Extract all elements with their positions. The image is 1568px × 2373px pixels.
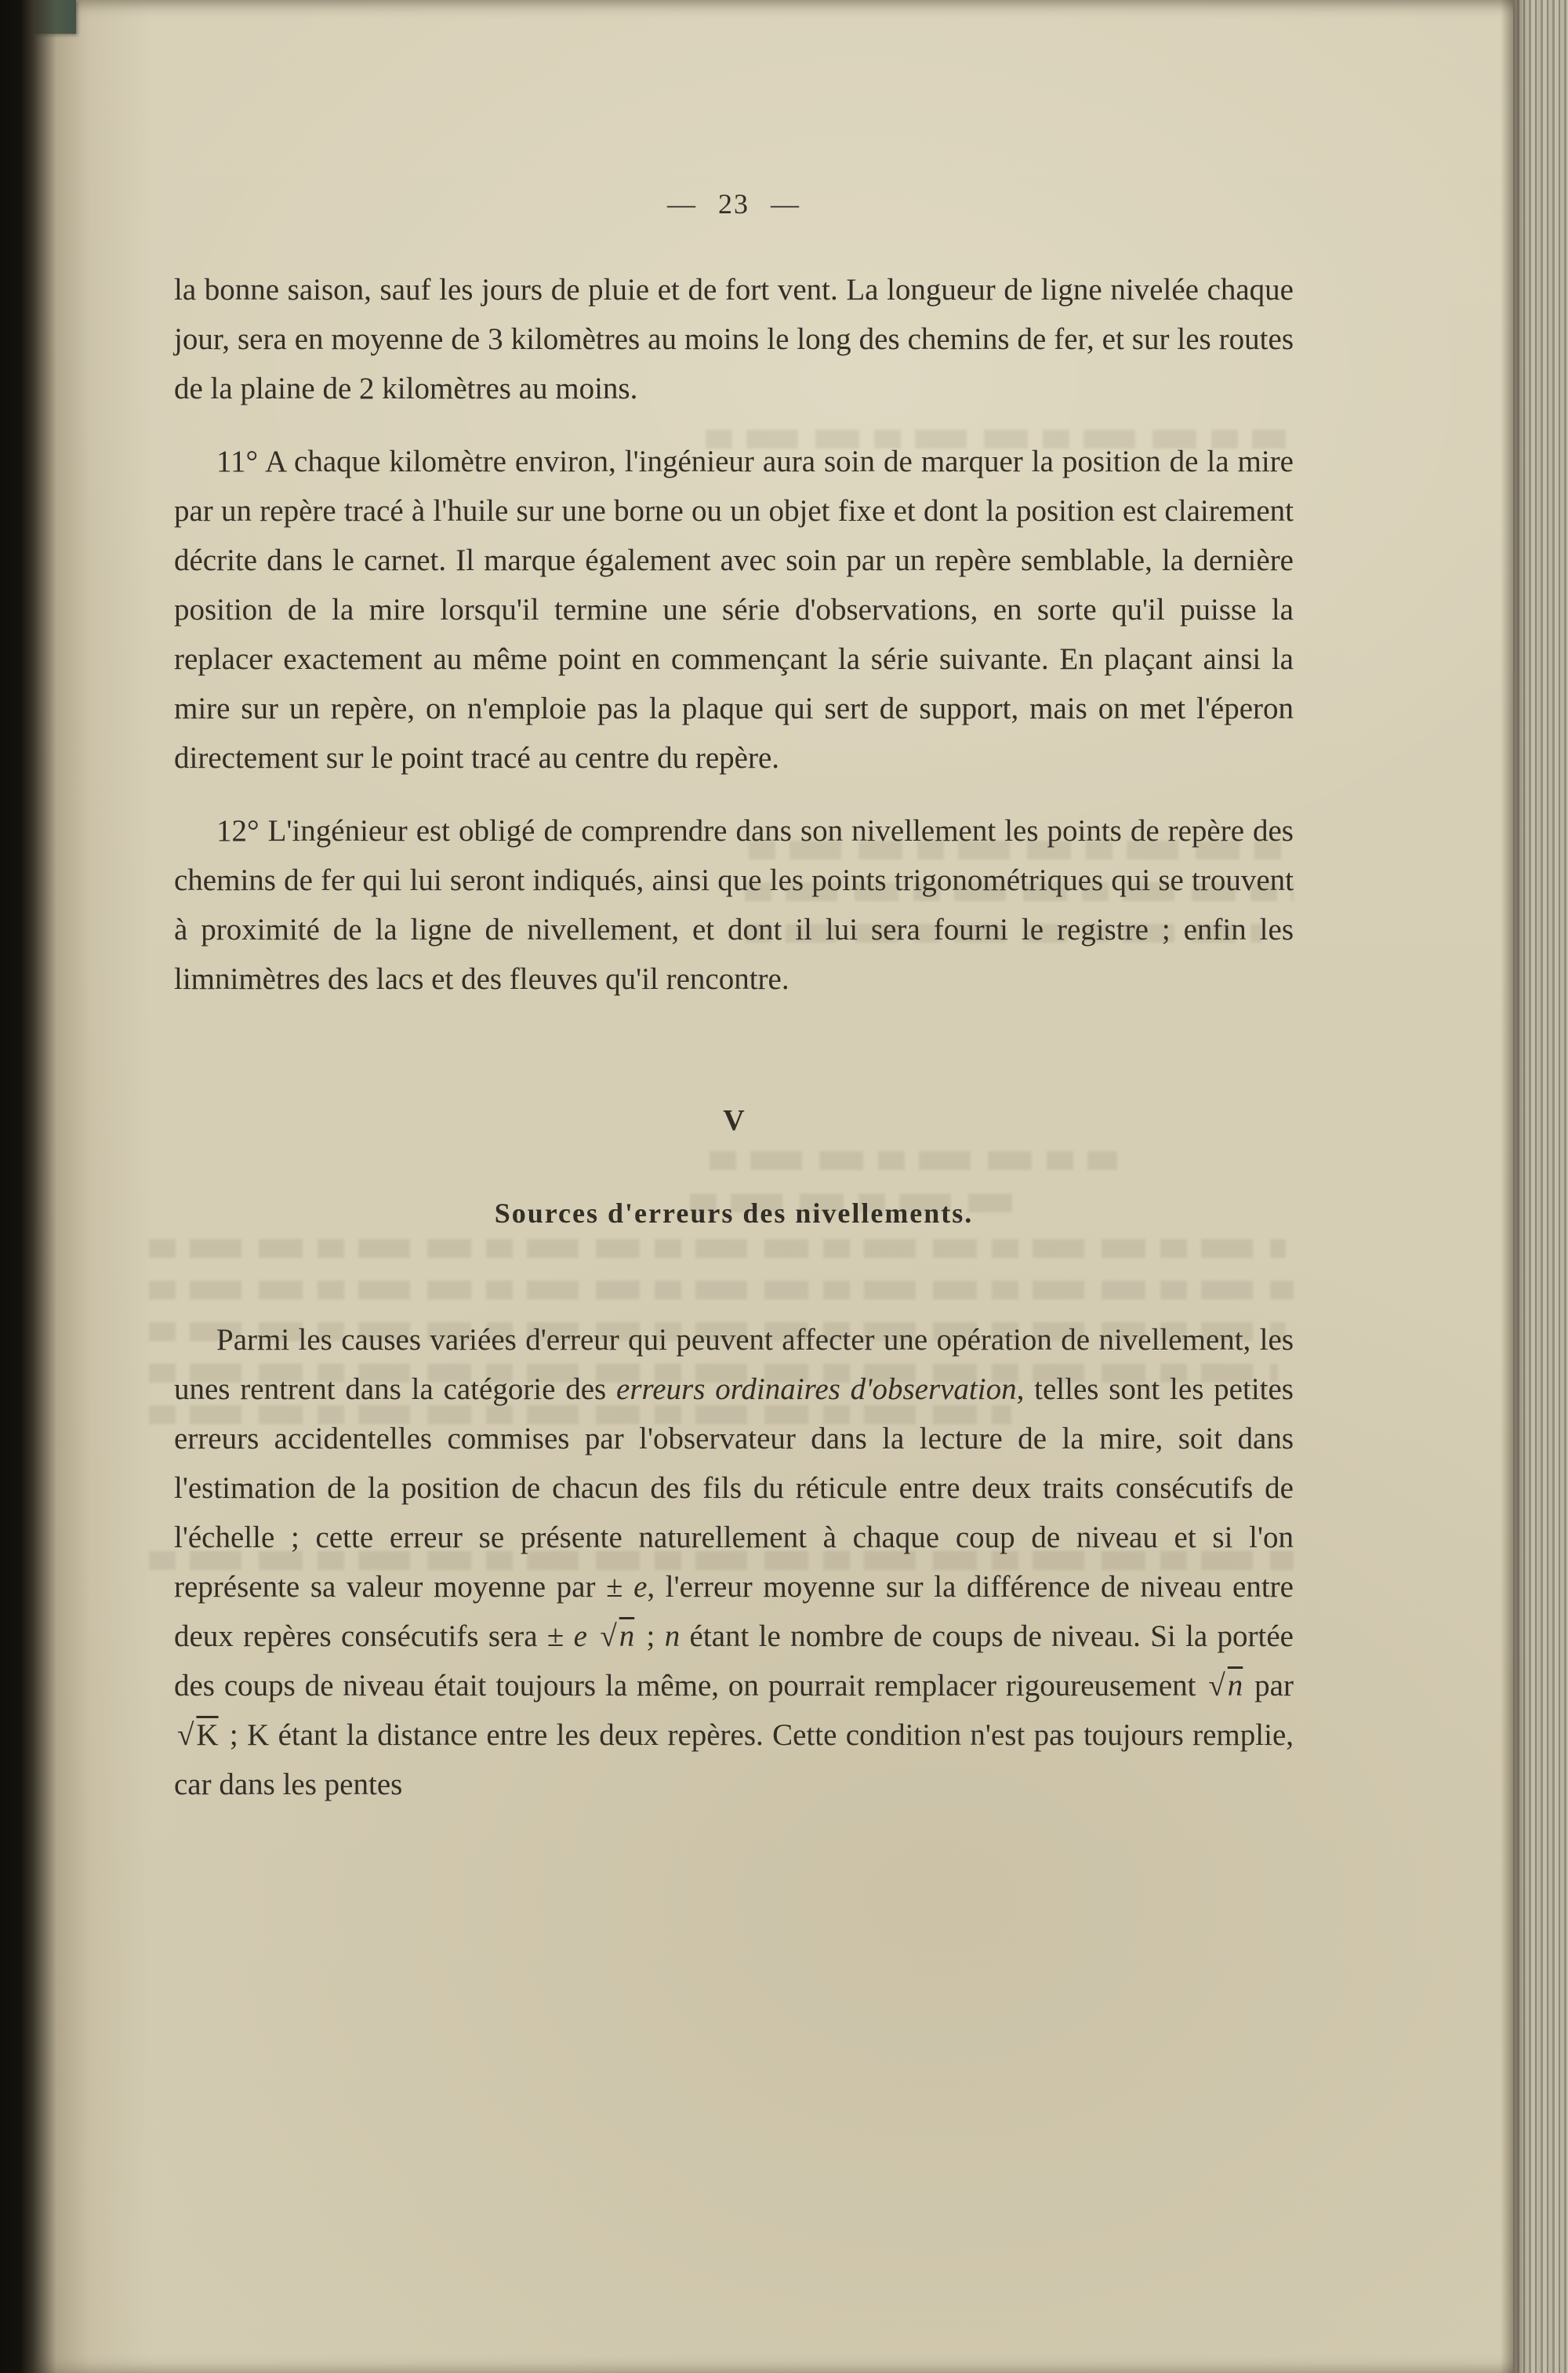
- sqrt-radicand: n: [619, 1619, 635, 1653]
- page-edge-strip: [1513, 0, 1568, 2373]
- sqrt-symbol: √: [177, 1718, 194, 1752]
- paragraphs-before-heading: [174, 265, 1294, 1004]
- text-run: Parmi les causes variées d'erreur qui peuvent affecter une opération de nivellement, les unes rentrent dans la catégorie des: [174, 1323, 1294, 1406]
- paragraph: [174, 806, 1294, 1004]
- italic-text: erreurs ordinaires d'observation,: [616, 1372, 1025, 1406]
- text-run: , l'erreur moyenne sur la différence de niveau entre deux repères consécutifs sera ±: [174, 1570, 1294, 1653]
- text-run: par: [1245, 1669, 1294, 1703]
- section-numeral: V: [723, 1104, 745, 1137]
- italic-text: e: [633, 1570, 648, 1604]
- text-run: 11° A chaque kilomètre environ, l'ingénieur aura soin de marquer la position de la mire par un repère tracé à l'huile sur une borne ou un objet fixe et dont la position est clairement décrite dans le carnet. Il marque également avec soin par un repère semblable, la dernière position de la mire lorsqu'il termine une série d'observations, en sorte qu'il puisse la replacer exactement au même point en commençant la série suivante. En plaçant ainsi la mire sur un repère, on n'emploie pas la plaque qui sert de support, mais on met l'éperon directement sur le point tracé au centre du repère.: [174, 445, 1294, 775]
- binding-gutter-shadow: [0, 0, 153, 2373]
- sqrt-radicand: K: [196, 1718, 219, 1752]
- italic-text: n: [664, 1619, 681, 1653]
- paragraph: [174, 437, 1294, 783]
- sqrt-radicand: n: [1227, 1669, 1243, 1703]
- sqrt-symbol: √: [1208, 1669, 1225, 1703]
- text-run: telles sont les petites erreurs accidentelles commises par l'observateur dans la lecture de la mire, soit dans l'estimation de la position de chacun des fils du réticule entre deux traits consécutifs de l'échelle ; cette erreur se présente naturellement à chaque coup de niveau et si l'on représente sa valeur moyenne par ±: [174, 1372, 1294, 1604]
- text-run: la bonne saison, sauf les jours de pluie et de fort vent. La longueur de ligne nivelée chaque jour, sera en moyenne de 3 kilomètres au moins le long des chemins de fer, et sur les routes de la plaine de 2 kilomètres au moins.: [174, 273, 1294, 405]
- paragraphs-after-heading: [174, 1315, 1294, 1809]
- page-number: — 23 —: [667, 188, 800, 220]
- sqrt-symbol: √: [600, 1619, 617, 1653]
- text-column: [174, 188, 1294, 1833]
- text-run: ; K étant la distance entre les deux repères. Cette condition n'est pas toujours remplie, car dans les pentes: [174, 1718, 1294, 1801]
- text-run: 12° L'ingénieur est obligé de comprendre dans son nivellement les points de repère des chemins de fer qui lui seront indiqués, ainsi que les points trigonométriques qui se trouvent à proximité de la ligne de nivellement, et dont il lui sera fourni le registre ; enfin les limnimètres des lacs et des fleuves qu'il rencontre.: [174, 814, 1294, 996]
- cover-corner-swatch: [0, 0, 76, 34]
- paragraph: [174, 1315, 1294, 1809]
- page-edge-seam: [1501, 0, 1513, 2373]
- text-run: ;: [637, 1619, 665, 1653]
- text-run: [587, 1619, 597, 1653]
- paragraph: [174, 265, 1294, 413]
- italic-text: e: [573, 1619, 587, 1653]
- section-heading: Sources d'erreurs des nivellements.: [494, 1197, 974, 1229]
- text-run: étant le nombre de coups de niveau. Si la portée des coups de niveau était toujours la même, on pourrait remplacer rigoureusement: [174, 1619, 1294, 1703]
